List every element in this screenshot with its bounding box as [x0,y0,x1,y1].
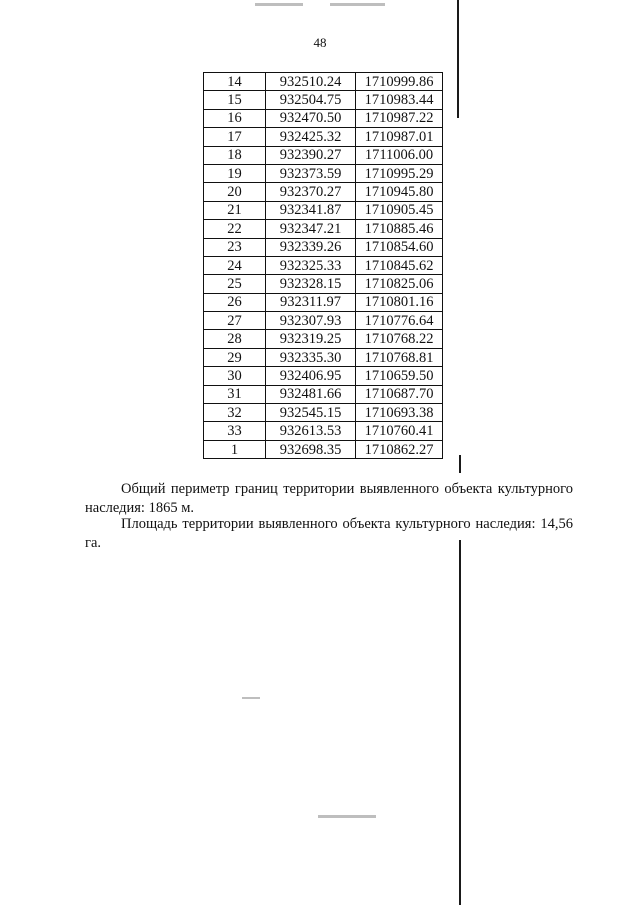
point-number-cell: 29 [204,348,266,366]
margin-line-lower [459,540,461,905]
x-coordinate-cell: 932307.93 [266,312,356,330]
point-number-cell: 31 [204,385,266,403]
table-row [204,146,443,164]
table-row [204,164,443,182]
y-coordinate-cell: 1710987.22 [356,109,443,127]
point-number-cell: 32 [204,404,266,422]
x-coordinate-cell: 932545.15 [266,404,356,422]
point-number-cell: 27 [204,312,266,330]
y-coordinate-cell: 1710776.64 [356,312,443,330]
y-coordinate-cell: 1710768.81 [356,348,443,366]
table-row [204,367,443,385]
table-row [204,201,443,219]
y-coordinate-cell: 1710999.86 [356,73,443,91]
x-coordinate-cell: 932613.53 [266,422,356,440]
y-coordinate-cell: 1710945.80 [356,183,443,201]
x-coordinate-cell: 932510.24 [266,73,356,91]
x-coordinate-cell: 932325.33 [266,256,356,274]
margin-line-upper [457,0,459,118]
scan-smudge-top-center [330,3,385,6]
y-coordinate-cell: 1710693.38 [356,404,443,422]
coordinates-table-body [204,73,443,459]
point-number-cell: 25 [204,275,266,293]
area-paragraph: Площадь территории выявленного объекта культурного наследия: 14,56 га. [85,516,573,551]
x-coordinate-cell: 932319.25 [266,330,356,348]
table-row [204,293,443,311]
table-row [204,440,443,458]
point-number-cell: 17 [204,128,266,146]
y-coordinate-cell: 1710687.70 [356,385,443,403]
table-row [204,256,443,274]
y-coordinate-cell: 1710659.50 [356,367,443,385]
point-number-cell: 15 [204,91,266,109]
table-row [204,385,443,403]
y-coordinate-cell: 1711006.00 [356,146,443,164]
x-coordinate-cell: 932406.95 [266,367,356,385]
margin-line-mid [459,455,461,473]
table-row [204,73,443,91]
perimeter-paragraph: Общий периметр границ территории выявленного объекта культурного наследия: 1865 м. [85,481,573,516]
scan-smudge-bottom [318,815,376,818]
table-row [204,275,443,293]
point-number-cell: 1 [204,440,266,458]
table-row [204,183,443,201]
table-row [204,312,443,330]
point-number-cell: 18 [204,146,266,164]
y-coordinate-cell: 1710760.41 [356,422,443,440]
coordinates-table [203,72,443,459]
scan-smudge-middle [242,697,260,699]
point-number-cell: 28 [204,330,266,348]
x-coordinate-cell: 932373.59 [266,164,356,182]
x-coordinate-cell: 932470.50 [266,109,356,127]
x-coordinate-cell: 932698.35 [266,440,356,458]
scan-smudge-top-left [255,3,303,6]
y-coordinate-cell: 1710885.46 [356,220,443,238]
y-coordinate-cell: 1710987.01 [356,128,443,146]
point-number-cell: 22 [204,220,266,238]
y-coordinate-cell: 1710862.27 [356,440,443,458]
point-number-cell: 26 [204,293,266,311]
x-coordinate-cell: 932347.21 [266,220,356,238]
point-number-cell: 33 [204,422,266,440]
y-coordinate-cell: 1710845.62 [356,256,443,274]
point-number-cell: 19 [204,164,266,182]
table-row [204,404,443,422]
point-number-cell: 23 [204,238,266,256]
point-number-cell: 24 [204,256,266,274]
x-coordinate-cell: 932335.30 [266,348,356,366]
y-coordinate-cell: 1710983.44 [356,91,443,109]
point-number-cell: 30 [204,367,266,385]
table-row [204,220,443,238]
x-coordinate-cell: 932481.66 [266,385,356,403]
x-coordinate-cell: 932390.27 [266,146,356,164]
x-coordinate-cell: 932339.26 [266,238,356,256]
y-coordinate-cell: 1710854.60 [356,238,443,256]
point-number-cell: 20 [204,183,266,201]
table-row [204,238,443,256]
point-number-cell: 16 [204,109,266,127]
y-coordinate-cell: 1710995.29 [356,164,443,182]
y-coordinate-cell: 1710905.45 [356,201,443,219]
point-number-cell: 14 [204,73,266,91]
table-row [204,128,443,146]
table-row [204,348,443,366]
table-row [204,330,443,348]
x-coordinate-cell: 932341.87 [266,201,356,219]
y-coordinate-cell: 1710768.22 [356,330,443,348]
y-coordinate-cell: 1710801.16 [356,293,443,311]
x-coordinate-cell: 932311.97 [266,293,356,311]
page-number: 48 [313,35,327,50]
table-row [204,422,443,440]
table-row [204,109,443,127]
point-number-cell: 21 [204,201,266,219]
y-coordinate-cell: 1710825.06 [356,275,443,293]
x-coordinate-cell: 932425.32 [266,128,356,146]
x-coordinate-cell: 932504.75 [266,91,356,109]
table-row [204,91,443,109]
x-coordinate-cell: 932328.15 [266,275,356,293]
x-coordinate-cell: 932370.27 [266,183,356,201]
